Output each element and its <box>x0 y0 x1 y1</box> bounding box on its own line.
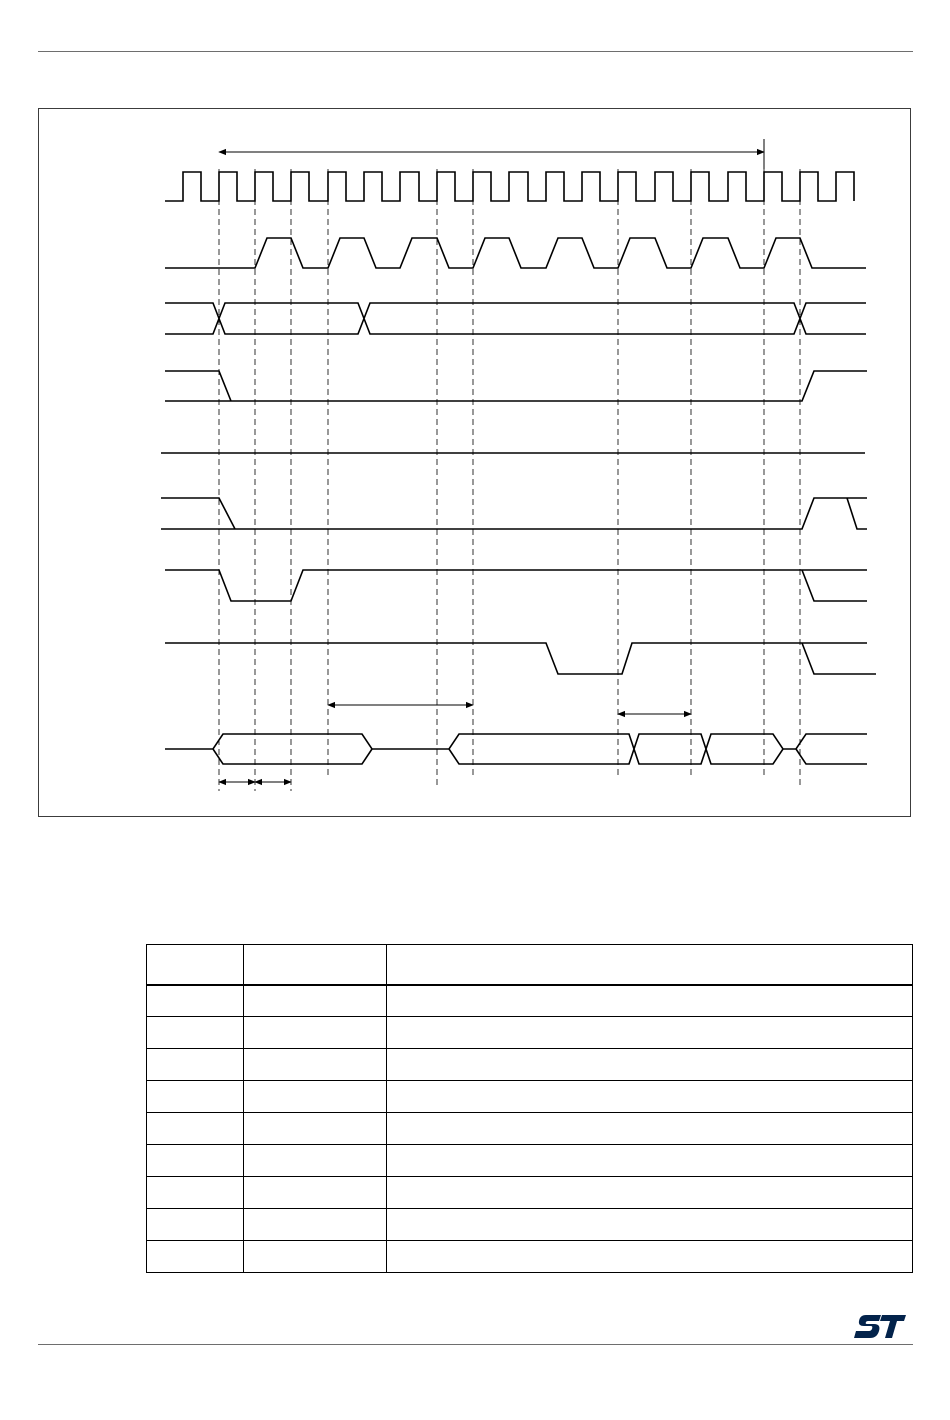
table-row <box>147 1209 913 1241</box>
table-row <box>147 1145 913 1177</box>
timing-table <box>146 944 913 1273</box>
table-cell <box>244 1081 387 1113</box>
table-cell <box>387 1017 913 1049</box>
table-cell <box>244 1113 387 1145</box>
table-cell <box>244 985 387 1017</box>
table-row <box>147 1177 913 1209</box>
table-cell <box>244 1177 387 1209</box>
table-row <box>147 1017 913 1049</box>
header-rule <box>38 51 913 52</box>
table-row <box>147 985 913 1017</box>
table-cell <box>147 1177 244 1209</box>
table-cell <box>387 1081 913 1113</box>
table-row <box>147 1081 913 1113</box>
table-cell <box>387 1049 913 1081</box>
table-cell <box>244 1049 387 1081</box>
address-bus-waveform <box>165 303 866 334</box>
write-enable-waveform <box>165 643 876 674</box>
data-bus-waveform <box>165 734 867 764</box>
table-cell <box>387 1241 913 1273</box>
table-cell <box>147 1113 244 1145</box>
timing-figure-frame <box>38 108 911 817</box>
footer-rule <box>38 1344 913 1345</box>
table-cell <box>244 1241 387 1273</box>
table-header-row <box>147 945 913 985</box>
table-cell <box>387 1113 913 1145</box>
clock-waveform <box>165 172 854 201</box>
table-row <box>147 1113 913 1145</box>
table-cell <box>147 1145 244 1177</box>
table-row <box>147 1049 913 1081</box>
table-cell <box>147 1017 244 1049</box>
enable-waveform <box>161 498 867 529</box>
table-cell <box>147 985 244 1017</box>
table-cell <box>387 1145 913 1177</box>
timing-diagram <box>39 109 912 818</box>
header-cell <box>147 945 244 985</box>
table-cell <box>244 1209 387 1241</box>
reference-lines <box>219 169 800 791</box>
st-logo <box>852 1312 908 1340</box>
table-row <box>147 1241 913 1273</box>
table-cell <box>147 1241 244 1273</box>
header-cell <box>244 945 387 985</box>
header-cell <box>387 945 913 985</box>
table-cell <box>147 1081 244 1113</box>
strobe-waveform <box>165 238 866 268</box>
table-cell <box>244 1017 387 1049</box>
table-cell <box>387 1177 913 1209</box>
table-cell <box>147 1209 244 1241</box>
chip-select-waveform <box>165 371 867 401</box>
table-cell <box>387 985 913 1017</box>
output-enable-waveform <box>165 570 867 601</box>
table-cell <box>147 1049 244 1081</box>
table-cell <box>244 1145 387 1177</box>
table-cell <box>387 1209 913 1241</box>
